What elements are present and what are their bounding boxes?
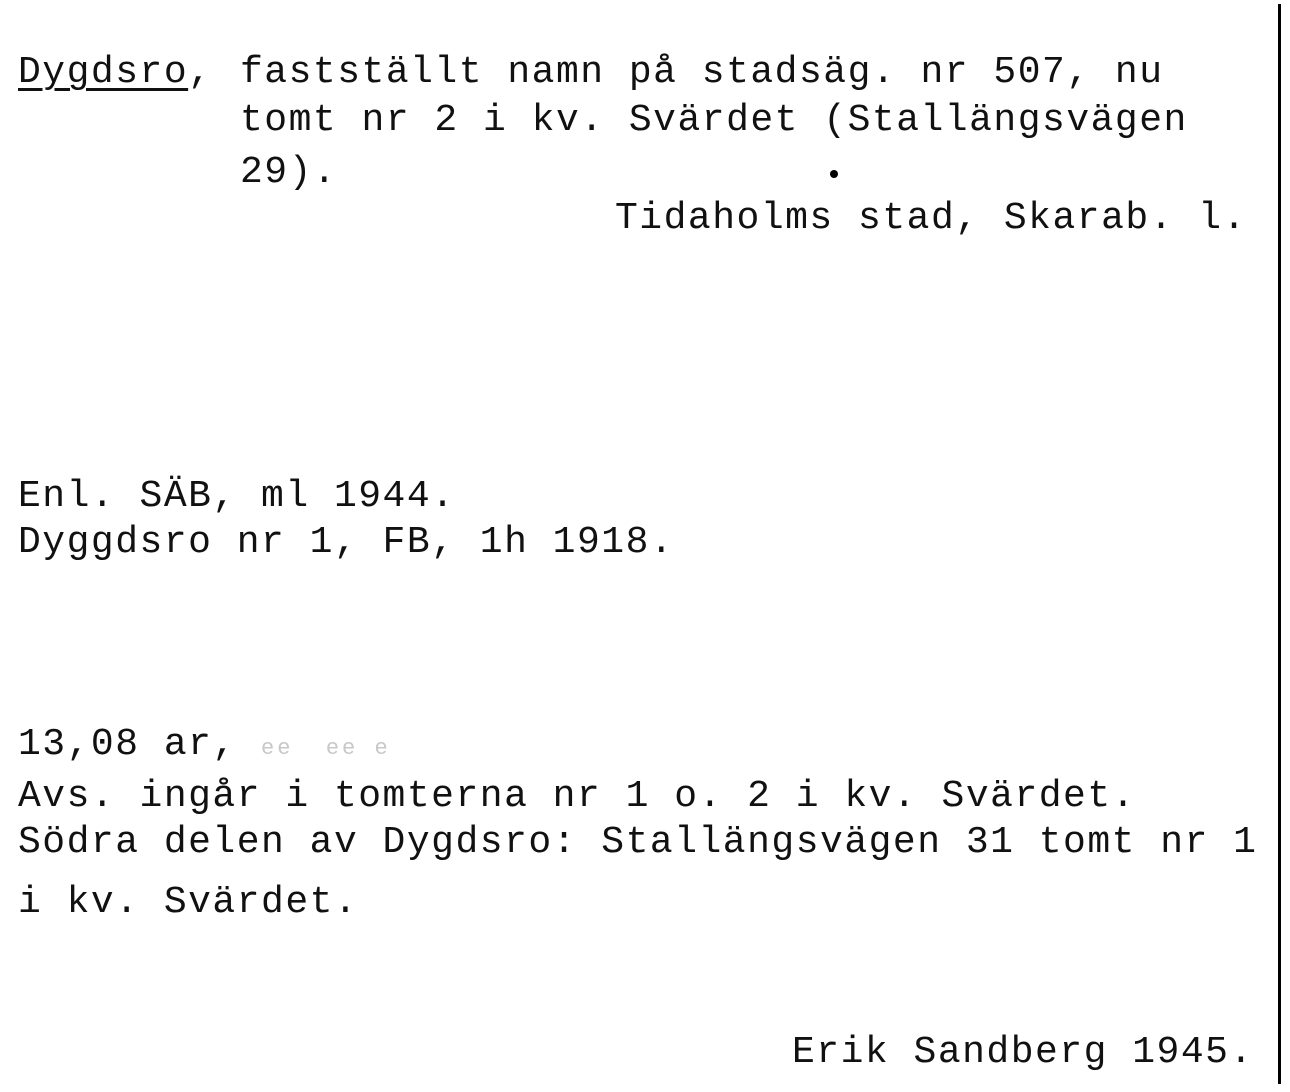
note-line-2: Södra delen av Dygdsro: Stallängsvägen 31 tomt nr 1	[18, 821, 1258, 864]
headword-line	[18, 50, 212, 96]
area-faint-text: ee ee e	[261, 736, 391, 761]
area-value: 13,08 ar,	[18, 723, 237, 766]
headword-suffix: ,	[188, 51, 213, 94]
source-line-1: Enl. SÄB, ml 1944.	[18, 475, 456, 518]
signature-line: Erik Sandberg 1945.	[792, 1031, 1254, 1074]
area-line	[18, 722, 391, 772]
ink-dot	[830, 170, 838, 178]
headword: Dygdsro	[18, 51, 189, 94]
definition-line-2: tomt nr 2 i kv. Svärdet (Stallängsvägen	[240, 99, 1188, 142]
card-right-border	[1278, 4, 1281, 1084]
source-line-2: Dyggdsro nr 1, FB, 1h 1918.	[18, 521, 675, 564]
definition-line-3: 29).	[240, 151, 338, 194]
note-line-1: Avs. ingår i tomterna nr 1 o. 2 i kv. Svärdet.	[18, 775, 1136, 818]
note-line-3: i kv. Svärdet.	[18, 881, 359, 924]
location-line: Tidaholms stad, Skarab. l.	[615, 197, 1247, 240]
definition-line-1: fastställt namn på stadsäg. nr 507, nu	[240, 51, 1164, 94]
